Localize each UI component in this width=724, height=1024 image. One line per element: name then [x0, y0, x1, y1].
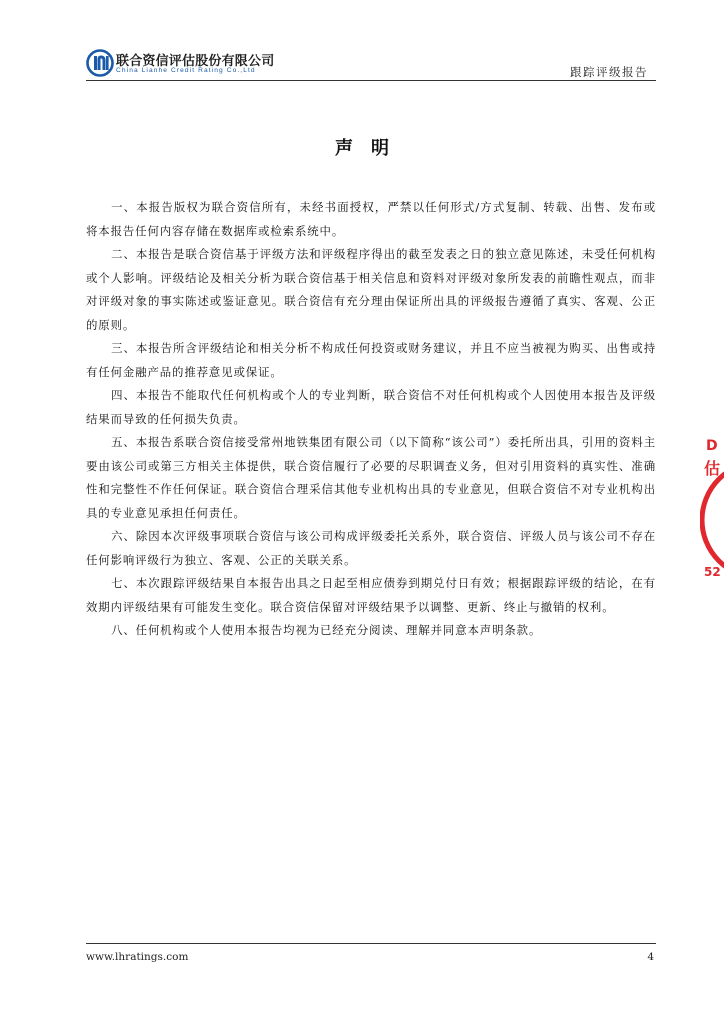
statement-paragraph-8: 八、任何机构或个人使用本报告均视为已经充分阅读、理解并同意本声明条款。 — [111, 623, 542, 637]
statement-paragraph-4: 四、本报告不能取代任何机构或个人的专业判断，联合资信不对任何机构或个人因使用本报告及评级结果而导致的任何损失负责。 — [86, 388, 656, 426]
svg-text:D: D — [706, 438, 718, 454]
page-number: 4 — [647, 951, 654, 963]
svg-text:52: 52 — [704, 565, 721, 579]
statement-paragraph-5: 五、本报告系联合资信接受常州地铁集团有限公司（以下简称“该公司”）委托所出具，引用的资料主要由该公司或第三方相关主体提供，联合资信履行了必要的尽职调查义务，但对引用资料的真实性、准确性和完整性不作任何保证。联合资信合理采信其他专业机构出具的专业意见，但联合资信不对专业机构出具的专业意见承担任何责任。 — [86, 435, 656, 520]
report-type-label: 跟踪评级报告 — [570, 65, 648, 79]
statement-paragraph-6: 六、除因本次评级事项联合资信与该公司构成评级委托关系外，联合资信、评级人员与该公司不存在任何影响评级行为独立、客观、公正的关联关系。 — [86, 529, 656, 567]
page-title: 声明 — [335, 138, 407, 159]
company-name-en: China Lianhe Credit Rating Co.,Ltd — [116, 67, 256, 74]
statement-paragraph-3: 三、本报告所含评级结论和相关分析不构成任何投资或财务建议，并且不应当被视为购买、出售或持有任何金融产品的推荐意见或保证。 — [86, 341, 656, 379]
header-divider — [86, 80, 656, 81]
statement-body — [86, 196, 656, 643]
statement-paragraph-7: 七、本次跟踪评级结果自本报告出具之日起至相应债券到期兑付日有效；根据跟踪评级的结论，在有效期内评级结果有可能发生变化。联合资信保留对评级结果予以调整、更新、终止与撤销的权利。 — [86, 576, 656, 614]
company-seal-stamp — [700, 430, 724, 610]
svg-text:估: 估 — [704, 459, 721, 478]
company-name-cn: 联合资信评估股份有限公司 — [116, 54, 275, 69]
footer-divider — [86, 943, 656, 944]
footer-website-link[interactable]: www.lhratings.com — [86, 951, 189, 963]
statement-paragraph-1: 一、本报告版权为联合资信所有，未经书面授权，严禁以任何形式/方式复制、转载、出售、发布或将本报告任何内容存储在数据库或检索系统中。 — [86, 200, 656, 238]
company-logo-icon — [86, 48, 116, 78]
page-header — [86, 44, 656, 80]
statement-paragraph-2: 二、本报告是联合资信基于评级方法和评级程序得出的截至发表之日的独立意见陈述，未受任何机构或个人影响。评级结论及相关分析为联合资信基于相关信息和资料对评级对象所发表的前瞻性观点，而非对评级对象的事实陈述或鉴证意见。联合资信有充分理由保证所出具的评级报告遵循了真实、客观、公正的原则。 — [86, 247, 656, 332]
